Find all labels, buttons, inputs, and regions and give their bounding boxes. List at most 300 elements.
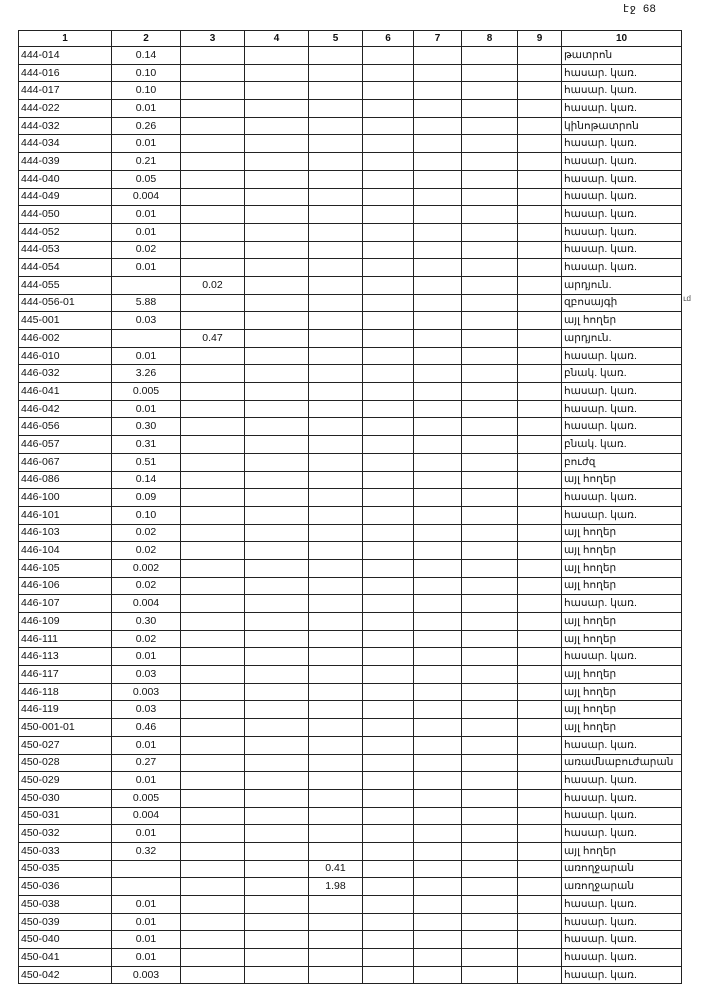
cell-col-8 [462,860,518,878]
cell-col-5: 0.41 [309,860,363,878]
cell-col-8 [462,878,518,896]
cell-col-4 [245,842,309,860]
cell-col-2: 0.10 [112,64,181,82]
cell-col-9 [518,630,562,648]
cell-col-1: 446-002 [19,330,112,348]
cell-col-2 [112,860,181,878]
cell-col-10: հասար. կառ. [562,400,682,418]
cell-col-10: հասար. կառ. [562,736,682,754]
cell-col-7 [414,896,462,914]
cell-col-1: 446-111 [19,630,112,648]
cell-col-9 [518,754,562,772]
cell-col-8 [462,719,518,737]
cell-col-4 [245,135,309,153]
cell-col-6 [363,913,414,931]
cell-col-10: հասար. կառ. [562,259,682,277]
cell-col-6 [363,383,414,401]
cell-col-2: 0.30 [112,418,181,436]
cell-col-3 [181,436,245,454]
cell-col-3 [181,82,245,100]
cell-col-1: 444-053 [19,241,112,259]
table-row [19,595,682,613]
cell-col-4 [245,312,309,330]
cell-col-10: այլ հողեր [562,471,682,489]
cell-col-10: հասար. կառ. [562,595,682,613]
cell-col-4 [245,683,309,701]
cell-col-1: 444-050 [19,206,112,224]
cell-col-1: 450-035 [19,860,112,878]
table-row [19,736,682,754]
cell-col-6 [363,807,414,825]
cell-col-6 [363,489,414,507]
cell-col-7 [414,82,462,100]
cell-col-6 [363,276,414,294]
cell-col-8 [462,64,518,82]
cell-col-7 [414,188,462,206]
cell-col-8 [462,223,518,241]
cell-col-10: հասար. կառ. [562,418,682,436]
cell-col-4 [245,365,309,383]
cell-col-9 [518,896,562,914]
cell-col-10: հասար. կառ. [562,506,682,524]
cell-col-9 [518,135,562,153]
cell-col-9 [518,365,562,383]
cell-col-2 [112,276,181,294]
cell-col-9 [518,559,562,577]
cell-col-7 [414,860,462,878]
cell-col-1: 444-040 [19,170,112,188]
cell-col-2: 0.32 [112,842,181,860]
table-row [19,577,682,595]
cell-col-10: թատրոն [562,47,682,65]
table-row [19,418,682,436]
cell-col-7 [414,949,462,967]
land-register-table [18,30,682,984]
cell-col-6 [363,842,414,860]
cell-col-6 [363,630,414,648]
cell-col-4 [245,807,309,825]
cell-col-4 [245,559,309,577]
cell-col-6 [363,559,414,577]
cell-col-5 [309,153,363,171]
cell-col-3 [181,595,245,613]
table-row [19,701,682,719]
cell-col-3 [181,241,245,259]
cell-col-4 [245,400,309,418]
cell-col-10: այլ հողեր [562,842,682,860]
cell-col-1: 450-038 [19,896,112,914]
cell-col-10: հասար. կառ. [562,949,682,967]
cell-col-5 [309,807,363,825]
cell-col-7 [414,330,462,348]
cell-col-1: 450-027 [19,736,112,754]
cell-col-1: 444-016 [19,64,112,82]
cell-col-8 [462,206,518,224]
cell-col-9 [518,206,562,224]
cell-col-1: 446-119 [19,701,112,719]
cell-col-2: 0.09 [112,489,181,507]
cell-col-10: առողջարան [562,860,682,878]
cell-col-8 [462,913,518,931]
cell-col-4 [245,595,309,613]
cell-col-3 [181,365,245,383]
cell-col-4 [245,117,309,135]
cell-col-5 [309,719,363,737]
cell-col-9 [518,807,562,825]
cell-col-7 [414,524,462,542]
cell-col-2: 0.01 [112,772,181,790]
cell-col-6 [363,223,414,241]
cell-col-1: 444-022 [19,100,112,118]
cell-col-6 [363,436,414,454]
cell-col-9 [518,489,562,507]
cell-col-10: բնակ. կառ. [562,436,682,454]
cell-col-8 [462,524,518,542]
cell-col-5 [309,489,363,507]
cell-col-7 [414,276,462,294]
cell-col-2: 0.004 [112,595,181,613]
cell-col-3 [181,453,245,471]
cell-col-2: 0.005 [112,383,181,401]
cell-col-2: 0.01 [112,736,181,754]
cell-col-1: 450-001-01 [19,719,112,737]
cell-col-2: 0.14 [112,471,181,489]
cell-col-6 [363,754,414,772]
cell-col-2: 0.51 [112,453,181,471]
cell-col-1: 444-054 [19,259,112,277]
cell-col-4 [245,489,309,507]
cell-col-4 [245,82,309,100]
cell-col-7 [414,153,462,171]
cell-col-2 [112,330,181,348]
cell-col-1: 446-010 [19,347,112,365]
column-header-7: 7 [414,31,462,47]
cell-col-9 [518,524,562,542]
column-header-8: 8 [462,31,518,47]
cell-col-9 [518,170,562,188]
cell-col-2: 0.27 [112,754,181,772]
cell-col-3 [181,842,245,860]
cell-col-5 [309,453,363,471]
cell-col-3 [181,896,245,914]
cell-col-5 [309,330,363,348]
cell-col-7 [414,542,462,560]
cell-col-7 [414,842,462,860]
cell-col-7 [414,400,462,418]
cell-col-4 [245,347,309,365]
cell-col-5 [309,47,363,65]
cell-col-4 [245,206,309,224]
cell-col-4 [245,630,309,648]
cell-col-10: արդյուն. [562,330,682,348]
table-row [19,400,682,418]
cell-col-8 [462,595,518,613]
cell-col-6 [363,949,414,967]
cell-col-5 [309,82,363,100]
cell-col-9 [518,347,562,365]
column-header-1: 1 [19,31,112,47]
cell-col-1: 446-117 [19,666,112,684]
cell-col-1: 444-017 [19,82,112,100]
cell-col-9 [518,153,562,171]
cell-col-3 [181,524,245,542]
cell-col-9 [518,64,562,82]
cell-col-8 [462,506,518,524]
table-row [19,789,682,807]
cell-col-10: բուժզ [562,453,682,471]
cell-col-6 [363,878,414,896]
cell-col-9 [518,595,562,613]
cell-col-1: 446-106 [19,577,112,595]
cell-col-3 [181,170,245,188]
cell-col-10: հասար. կառ. [562,931,682,949]
cell-col-7 [414,506,462,524]
cell-col-8 [462,312,518,330]
cell-col-5 [309,613,363,631]
cell-col-9 [518,772,562,790]
cell-col-10: առամնաբուժարան [562,754,682,772]
cell-col-3 [181,153,245,171]
cell-col-2: 0.01 [112,135,181,153]
cell-col-1: 444-039 [19,153,112,171]
cell-col-7 [414,931,462,949]
cell-col-4 [245,471,309,489]
cell-col-9 [518,330,562,348]
table-row [19,117,682,135]
cell-col-10: հասար. կառ. [562,170,682,188]
cell-col-9 [518,471,562,489]
cell-col-6 [363,524,414,542]
cell-col-1: 446-107 [19,595,112,613]
cell-col-4 [245,170,309,188]
cell-col-5 [309,471,363,489]
table-row [19,347,682,365]
table-row [19,754,682,772]
cell-col-1: 446-109 [19,613,112,631]
cell-col-9 [518,259,562,277]
cell-col-7 [414,365,462,383]
cell-col-2 [112,878,181,896]
cell-col-3 [181,418,245,436]
cell-col-4 [245,47,309,65]
cell-col-1: 446-105 [19,559,112,577]
table-row [19,330,682,348]
cell-col-3 [181,135,245,153]
cell-col-7 [414,701,462,719]
cell-col-8 [462,436,518,454]
cell-col-1: 446-056 [19,418,112,436]
cell-col-9 [518,648,562,666]
cell-col-7 [414,789,462,807]
cell-col-6 [363,719,414,737]
cell-col-8 [462,259,518,277]
cell-col-10: այլ հողեր [562,577,682,595]
cell-col-10: հասար. կառ. [562,188,682,206]
cell-col-7 [414,100,462,118]
cell-col-3 [181,949,245,967]
cell-col-8 [462,47,518,65]
cell-col-5 [309,577,363,595]
cell-col-5 [309,223,363,241]
cell-col-4 [245,736,309,754]
cell-col-2: 0.21 [112,153,181,171]
cell-col-5 [309,559,363,577]
cell-col-9 [518,418,562,436]
cell-col-1: 446-113 [19,648,112,666]
cell-col-4 [245,276,309,294]
cell-col-3 [181,878,245,896]
cell-col-5 [309,630,363,648]
cell-col-7 [414,613,462,631]
cell-col-4 [245,648,309,666]
table-row [19,153,682,171]
cell-col-9 [518,383,562,401]
cell-col-8 [462,577,518,595]
cell-col-10: հասար. կառ. [562,966,682,984]
cell-col-2: 0.01 [112,206,181,224]
cell-col-10: հասար. կառ. [562,648,682,666]
cell-col-6 [363,330,414,348]
cell-col-8 [462,754,518,772]
cell-col-4 [245,223,309,241]
cell-col-7 [414,736,462,754]
table-row [19,896,682,914]
cell-col-10: այլ հողեր [562,559,682,577]
cell-col-1: 444-032 [19,117,112,135]
column-header-5: 5 [309,31,363,47]
cell-col-7 [414,117,462,135]
cell-col-6 [363,418,414,436]
table-row [19,223,682,241]
cell-col-4 [245,524,309,542]
cell-col-5 [309,825,363,843]
table-row [19,913,682,931]
cell-col-8 [462,966,518,984]
cell-col-7 [414,719,462,737]
cell-col-2: 0.01 [112,896,181,914]
cell-col-3 [181,577,245,595]
cell-col-4 [245,719,309,737]
cell-col-8 [462,276,518,294]
cell-col-8 [462,736,518,754]
cell-col-2: 0.31 [112,436,181,454]
cell-col-10: հասար. կառ. [562,825,682,843]
cell-col-6 [363,966,414,984]
cell-col-10: հասար. կառ. [562,789,682,807]
cell-col-3 [181,383,245,401]
table-row [19,436,682,454]
cell-col-3 [181,860,245,878]
cell-col-5 [309,135,363,153]
cell-col-6 [363,117,414,135]
cell-col-10: այլ հողեր [562,719,682,737]
cell-col-6 [363,471,414,489]
cell-col-9 [518,100,562,118]
cell-col-5 [309,949,363,967]
cell-col-8 [462,489,518,507]
cell-col-9 [518,542,562,560]
cell-col-4 [245,436,309,454]
cell-col-3 [181,754,245,772]
cell-col-2: 0.003 [112,683,181,701]
cell-col-6 [363,100,414,118]
cell-col-2: 0.004 [112,188,181,206]
cell-col-7 [414,383,462,401]
cell-col-9 [518,719,562,737]
table-row [19,524,682,542]
cell-col-4 [245,294,309,312]
cell-col-5 [309,64,363,82]
cell-col-9 [518,878,562,896]
cell-col-10: առողջարան [562,878,682,896]
table-row [19,559,682,577]
header-row [19,31,682,47]
table-row [19,949,682,967]
table-row [19,259,682,277]
cell-col-6 [363,347,414,365]
cell-col-9 [518,931,562,949]
cell-col-1: 446-104 [19,542,112,560]
cell-col-3 [181,559,245,577]
cell-col-8 [462,347,518,365]
cell-col-2: 0.02 [112,577,181,595]
cell-col-8 [462,153,518,171]
cell-col-1: 444-014 [19,47,112,65]
cell-col-10: այլ հողեր [562,312,682,330]
cell-col-9 [518,825,562,843]
cell-col-3 [181,666,245,684]
table-row [19,931,682,949]
cell-col-7 [414,559,462,577]
table-row [19,807,682,825]
cell-col-7 [414,471,462,489]
table-row [19,47,682,65]
cell-col-1: 446-103 [19,524,112,542]
cell-col-5 [309,347,363,365]
cell-col-9 [518,436,562,454]
cell-col-4 [245,64,309,82]
cell-col-1: 444-034 [19,135,112,153]
cell-col-10: հասար. կառ. [562,135,682,153]
cell-col-2: 0.01 [112,223,181,241]
cell-col-1: 444-055 [19,276,112,294]
cell-col-3 [181,117,245,135]
cell-col-9 [518,276,562,294]
cell-col-3 [181,683,245,701]
cell-col-9 [518,949,562,967]
cell-col-9 [518,241,562,259]
cell-col-10: հասար. կառ. [562,206,682,224]
cell-col-3 [181,506,245,524]
cell-col-3 [181,259,245,277]
cell-col-8 [462,383,518,401]
cell-col-7 [414,170,462,188]
cell-col-3 [181,400,245,418]
cell-col-5 [309,683,363,701]
cell-col-6 [363,736,414,754]
cell-col-3 [181,223,245,241]
cell-col-8 [462,559,518,577]
cell-col-7 [414,135,462,153]
cell-col-8 [462,896,518,914]
cell-col-7 [414,347,462,365]
cell-col-7 [414,312,462,330]
cell-col-2: 0.01 [112,100,181,118]
cell-col-3 [181,100,245,118]
cell-col-10: այլ հողեր [562,666,682,684]
cell-col-7 [414,913,462,931]
cell-col-7 [414,453,462,471]
